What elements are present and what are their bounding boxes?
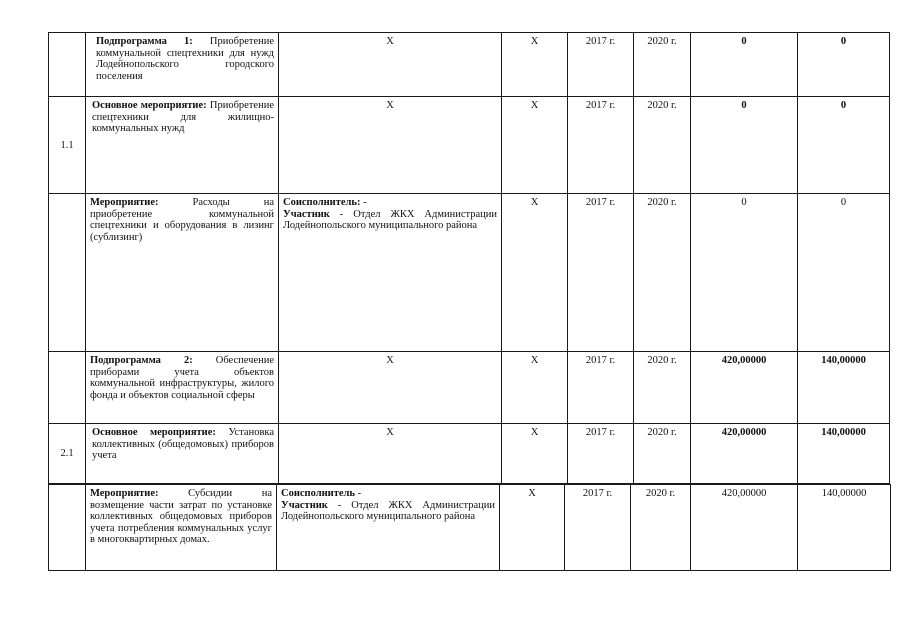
row-title-text: Расходы на приобретение коммунальной спецтехники и оборудования в лизинг (сублизинг) <box>90 197 274 243</box>
participant-label: Участник <box>283 208 330 220</box>
row-value-1: 420,00000 <box>691 485 798 571</box>
row-executor <box>277 485 500 571</box>
row-title-text: Установка коллективных (общедомовых) приборов учета <box>92 427 274 461</box>
row-end-year: 2020 г. <box>634 352 691 424</box>
coexecutor-label: Соисполнитель <box>281 488 355 499</box>
row-title <box>86 352 279 424</box>
row-title-label: Подпрограмма 2: <box>90 355 193 366</box>
row-executor <box>279 194 502 352</box>
table-row <box>49 33 890 97</box>
row-value-1: 420,00000 <box>691 352 798 424</box>
row-executor: Х <box>279 33 502 97</box>
row-title-label: Подпрограмма 1: <box>96 36 193 47</box>
row-number <box>49 352 86 424</box>
row-title-label: Основное мероприятие: <box>92 100 207 111</box>
row-start-year: 2017 г. <box>568 352 634 424</box>
row-title-text: Субсидии на возмещение части затрат по установке коллективных общедомовых приборов учета потребления коммунальных услуг в многоквартирных домах. <box>90 488 272 545</box>
coexecutor-value: - <box>360 197 367 208</box>
row-title-text: Приобретение коммунальной спецтехники для нужд Лодейнопольского городского поселения <box>96 36 275 82</box>
table-row <box>49 485 891 571</box>
row-number <box>49 33 86 97</box>
row-title <box>86 97 279 194</box>
coexecutor-label: Соисполнитель: <box>283 197 361 208</box>
row-start-year: 2017 г. <box>565 485 631 571</box>
row-end-year: 2020 г. <box>634 194 691 352</box>
row-end-year: 2020 г. <box>634 97 691 194</box>
row-end-year: 2020 г. <box>634 424 691 484</box>
row-number: 2.1 <box>49 424 86 484</box>
row-executor: Х <box>279 424 502 484</box>
participant-value: - Отдел ЖКХ Администрации Лодейнопольского муниципального района <box>281 499 495 522</box>
row-title <box>86 194 279 352</box>
row-x: Х <box>502 33 568 97</box>
participant-label: Участник <box>281 499 328 511</box>
row-start-year: 2017 г. <box>568 97 634 194</box>
table-row <box>49 194 890 352</box>
row-title-label: Мероприятие: <box>90 197 159 208</box>
row-x: Х <box>502 352 568 424</box>
row-start-year: 2017 г. <box>568 33 634 97</box>
row-title-text: Приобретение спецтехники для жилищно-коммунальных нужд <box>92 100 274 134</box>
row-value-1: 420,00000 <box>691 424 798 484</box>
row-value-2: 0 <box>798 194 890 352</box>
row-value-1: 0 <box>691 33 798 97</box>
row-value-2: 140,00000 <box>798 352 890 424</box>
row-title-text: Обеспечение приборами учета объектов коммунальной инфраструктуры, жилого фонда и объектов социальной сферы <box>90 355 275 401</box>
row-title <box>86 33 279 97</box>
row-value-1: 0 <box>691 97 798 194</box>
row-number <box>49 194 86 352</box>
program-table <box>48 32 890 484</box>
row-executor: Х <box>279 352 502 424</box>
row-start-year: 2017 г. <box>568 424 634 484</box>
row-title-label: Мероприятие: <box>90 488 159 499</box>
table-row <box>49 97 890 194</box>
row-executor: Х <box>279 97 502 194</box>
row-value-2: 140,00000 <box>798 485 891 571</box>
row-x: Х <box>500 485 565 571</box>
row-value-2: 0 <box>798 97 890 194</box>
row-value-1: 0 <box>691 194 798 352</box>
program-table-continuation <box>48 484 891 571</box>
row-title-label: Основное мероприятие: <box>92 427 216 438</box>
row-title <box>86 485 277 571</box>
participant-value: - Отдел ЖКХ Администрации Лодейнопольского муниципального района <box>283 208 497 231</box>
row-value-2: 0 <box>798 33 890 97</box>
row-number <box>49 485 86 571</box>
table-row <box>49 352 890 424</box>
row-end-year: 2020 г. <box>634 33 691 97</box>
row-x: Х <box>502 97 568 194</box>
row-number: 1.1 <box>49 97 86 194</box>
row-start-year: 2017 г. <box>568 194 634 352</box>
row-title <box>86 424 279 484</box>
coexecutor-value: - <box>354 488 362 499</box>
row-x: Х <box>502 424 568 484</box>
row-x: Х <box>502 194 568 352</box>
row-value-2: 140,00000 <box>798 424 890 484</box>
table-row <box>49 424 890 484</box>
row-end-year: 2020 г. <box>631 485 691 571</box>
